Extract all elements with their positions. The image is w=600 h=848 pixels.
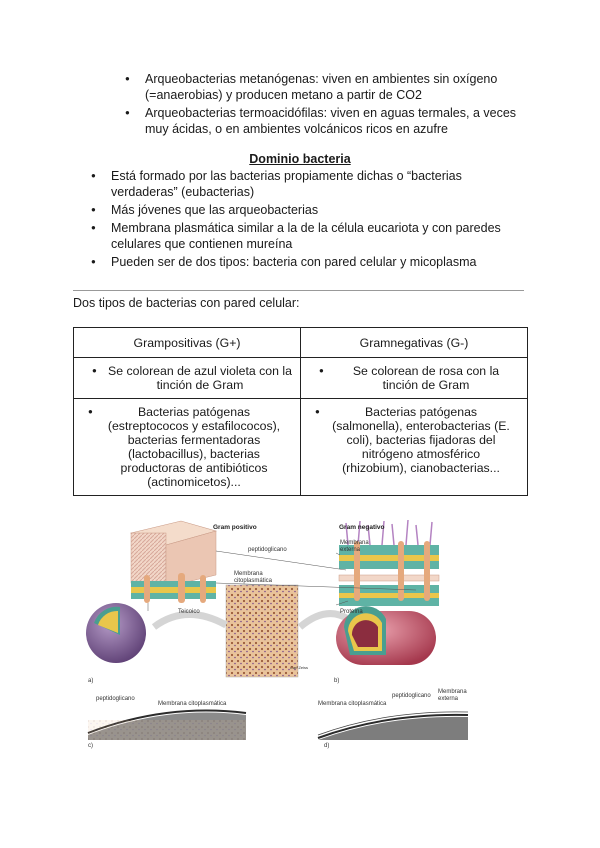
cyto-membrane-label: Membrana citoplasmática [234, 571, 273, 584]
header-gram-positive: Grampositivas (G+) [74, 328, 301, 358]
gram-stain-micrograph [226, 585, 298, 677]
outer-membrane-label: Membrana externa [340, 540, 369, 553]
panel-b-label: b) [334, 678, 340, 684]
table-cell [74, 399, 301, 496]
em-membrane-left: Membrana citoplasmática [158, 701, 227, 707]
gram-table [73, 327, 528, 496]
table-cell [301, 358, 528, 399]
archaea-list [145, 71, 525, 139]
list-item: ● Está formado por las bacterias propiamente dichas o “bacterias verdaderas” (eubacterias) [111, 168, 521, 200]
teichoic-label: Teicoico [178, 609, 200, 615]
gram-negative-title: Gram negativo [339, 524, 385, 531]
credit-label: Carl Zeiss [290, 665, 309, 670]
cell-text: ● Bacterias patógenas (salmonella), enterobacterias (E. coli), bacterias fijadoras del nitrógeno atmosférico (rhizobium), cianobacterias... [331, 405, 511, 475]
gram-negative-wall [339, 520, 439, 606]
panel-d-label: d) [324, 743, 330, 749]
bacteria-list [111, 168, 521, 272]
em-outer-right: Membrana externa [438, 689, 467, 702]
table-row [74, 399, 528, 496]
table-cell [74, 358, 301, 399]
protein-label: Proteína [340, 609, 363, 615]
list-item: ● Membrana plasmática similar a la de la célula eucariota y con paredes celulares que contienen mureína [111, 220, 521, 252]
peptidoglycan-label: peptidoglicano [248, 547, 287, 553]
table-intro: Dos tipos de bacterias con pared celular: [73, 296, 300, 310]
cell-text: ● Bacterias patógenas (estreptococos y estafilococos), bacterias fermentadoras (lactobacillus), bacterias productoras de antibióticos (actinomicetos)... [104, 405, 284, 489]
table-cell [301, 399, 528, 496]
gram-positive-title: Gram positivo [213, 524, 257, 531]
cell-text: ● Se colorean de rosa con la tinción de Gram [335, 364, 517, 392]
list-item: ● Pueden ser de dos tipos: bacteria con pared celular y micoplasma [111, 254, 521, 270]
panel-c-label: c) [88, 743, 93, 749]
cell-text: ● Se colorean de azul violeta con la tinción de Gram [108, 364, 292, 392]
gram-positive-cell [86, 603, 146, 663]
gram-wall-figure [86, 515, 486, 755]
table-row [74, 358, 528, 399]
em-membrane-right: Membrana citoplasmática [318, 701, 387, 707]
em-peptidoglycan-left: peptidoglicano [96, 696, 135, 702]
list-item: ● Arqueobacterias termoacidófilas: viven en aguas termales, a veces muy ácidas, o en ambientes volcánicos ricos en azufre [145, 105, 525, 137]
list-item: ● Arqueobacterias metanógenas: viven en ambientes sin oxígeno (=anaerobias) y producen metano a partir de CO2 [145, 71, 525, 103]
table-header-row [74, 328, 528, 358]
em-peptidoglycan-right: peptidoglicano [392, 693, 431, 699]
arrow-left-icon [154, 614, 226, 627]
section-heading: Dominio bacteria [249, 152, 351, 166]
horizontal-divider [73, 290, 524, 291]
gram-positive-wall [131, 521, 216, 603]
panel-a-label: a) [88, 678, 94, 684]
list-item: ● Más jóvenes que las arqueobacterias [111, 202, 521, 218]
header-gram-negative: Gramnegativas (G-) [301, 328, 528, 358]
